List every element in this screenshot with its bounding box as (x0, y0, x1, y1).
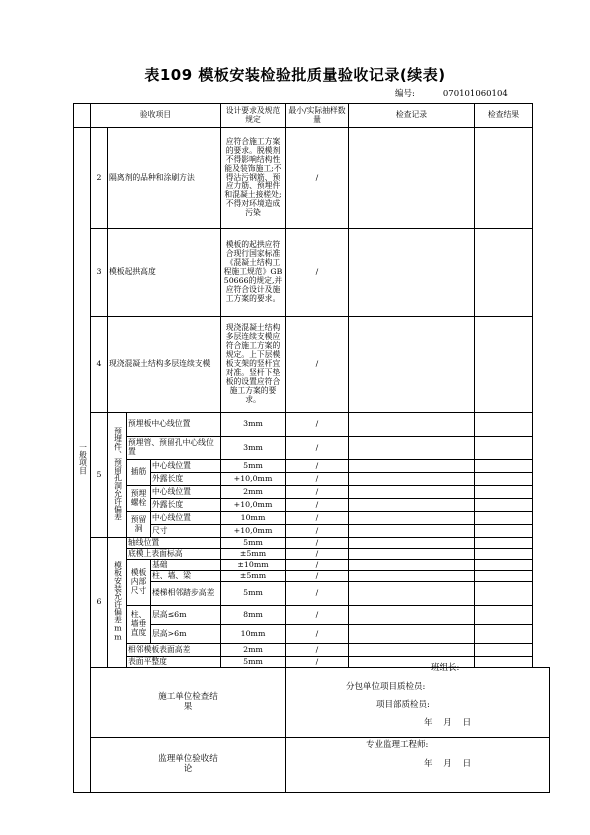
g6-item-std: 5mm (221, 538, 286, 549)
g6-item-record[interactable] (349, 549, 475, 560)
g5-item-sample: / (286, 499, 349, 512)
g5-item-sample: / (286, 525, 349, 538)
construction-label (91, 668, 286, 738)
g5-label (108, 413, 127, 538)
g6-item-result[interactable] (475, 644, 533, 657)
g5-item-result[interactable] (475, 473, 533, 486)
g5-item-result[interactable] (475, 512, 533, 525)
g6-item-record[interactable] (349, 560, 475, 571)
g6-row-3 (74, 560, 550, 571)
header-row (74, 104, 550, 128)
supervision-label (91, 738, 286, 793)
g6-item-record[interactable] (349, 625, 475, 644)
g6-item-std: ±5mm (221, 549, 286, 560)
row-3 (74, 229, 550, 317)
g6-row-6 (74, 606, 550, 625)
g5-item-result[interactable] (475, 499, 533, 512)
g6-item-record[interactable] (349, 538, 475, 549)
g6-item-sample: / (286, 625, 349, 644)
g5-item-name: 中心线位置 (151, 486, 221, 499)
g6-item-result[interactable] (475, 625, 533, 644)
g6-item-name: 层高≤6m (151, 606, 221, 625)
g5-group-bolt: 预埋螺栓 (127, 486, 151, 512)
header-result: 检查结果 (475, 104, 533, 128)
sub-inspector-label: 分包单位项目质检员: (346, 682, 426, 692)
row-2-std: 应符合施工方案的要求。脱模剂不得影响结构性能及装饰施工;不得沾污钢筋、预应力筋、预埋件和混凝土接槎处;不得对环境造成污染 (221, 128, 286, 229)
inspection-table (73, 103, 550, 793)
header-record: 检查记录 (349, 104, 475, 128)
g6-item-result[interactable] (475, 538, 533, 549)
g6-item-std: 2mm (221, 644, 286, 657)
g5-label-text: 预埋件、预留孔洞允许偏差 (113, 426, 123, 521)
g5-item-name: 外露长度 (151, 499, 221, 512)
g6-item-sample: / (286, 571, 349, 582)
page-title: 表109 模板安装检验批质量验收记录(续表) (144, 66, 446, 84)
supervision-date: 年 月 日 (424, 759, 472, 769)
g5-item-result[interactable] (475, 460, 533, 473)
g5-row-7 (74, 512, 550, 525)
document-code (395, 87, 508, 99)
g6-label (108, 538, 127, 668)
row-4-sample: / (286, 317, 349, 413)
g5-row-1 (74, 413, 550, 437)
g6-item-name: 层高>6m (151, 625, 221, 644)
g5-item-record[interactable] (349, 499, 475, 512)
g5-item-sample: / (286, 512, 349, 525)
row-2-name: 隔离剂的品种和涂刷方法 (108, 128, 221, 229)
g5-item-name: 预埋管、预留孔中心线位置 (127, 437, 221, 460)
g6-item-name: 底模上表面标高 (127, 549, 221, 560)
g5-item-record[interactable] (349, 460, 475, 473)
g5-item-std: 2mm (221, 486, 286, 499)
g6-group-inner: 模板内部尺寸 (127, 560, 151, 606)
g5-item-sample: / (286, 437, 349, 460)
g6-item-record[interactable] (349, 606, 475, 625)
g5-item-name: 预埋板中心线位置 (127, 413, 221, 437)
g5-item-name: 中心线位置 (151, 512, 221, 525)
g5-no: 5 (91, 413, 108, 538)
g5-item-std: 10mm (221, 512, 286, 525)
g5-item-record[interactable] (349, 413, 475, 437)
construction-label-text: 施工单位检查结果 (158, 691, 218, 712)
g6-row-9 (74, 657, 550, 668)
g6-item-name: 楼梯相邻踏步高差 (151, 582, 221, 606)
g6-item-name: 柱、墙、梁 (151, 571, 221, 582)
g6-item-sample: / (286, 582, 349, 606)
g6-item-result[interactable] (475, 606, 533, 625)
g6-item-std: 5mm (221, 582, 286, 606)
header-item: 验收项目 (91, 104, 221, 128)
g6-item-sample: / (286, 549, 349, 560)
dept-inspector-label: 项目部质检员: (376, 700, 430, 710)
g5-item-std: +10,0mm (221, 525, 286, 538)
row-2 (74, 128, 550, 229)
general-items-label (74, 128, 91, 793)
g5-row-2 (74, 437, 550, 460)
g5-item-record[interactable] (349, 437, 475, 460)
g6-item-sample: / (286, 538, 349, 549)
g6-item-std: ±10mm (221, 560, 286, 571)
engineer-label: 专业监理工程师: (366, 740, 429, 750)
row-4-std: 现浇混凝土结构多层连续支模应符合施工方案的规定。上下层模板支架的竖杆宜对准。竖杆下垫板的设置应符合施工方案的要求。 (221, 317, 286, 413)
g5-group-hole: 预留洞 (127, 512, 151, 538)
g6-row-1 (74, 538, 550, 549)
g6-item-sample: / (286, 606, 349, 625)
supervision-label-text: 监理单位验收结论 (158, 754, 218, 774)
g5-item-name: 中心线位置 (151, 460, 221, 473)
row-3-result[interactable] (475, 229, 533, 317)
row-2-result[interactable] (475, 128, 533, 229)
g5-item-std: 3mm (221, 413, 286, 437)
g5-item-record[interactable] (349, 486, 475, 499)
g6-item-record[interactable] (349, 571, 475, 582)
row-4-no: 4 (91, 317, 108, 413)
g5-item-sample: / (286, 486, 349, 499)
g6-item-name: 轴线位置 (127, 538, 221, 549)
row-2-sample: / (286, 128, 349, 229)
team-leader-label: 班组长: (431, 663, 460, 673)
g6-item-result[interactable] (475, 582, 533, 606)
g5-item-std: +10,0mm (221, 473, 286, 486)
g6-row-8 (74, 644, 550, 657)
code-value: 070101060104 (442, 89, 508, 99)
g5-item-record[interactable] (349, 473, 475, 486)
g6-item-result[interactable] (475, 549, 533, 560)
g6-item-std: 8mm (221, 606, 286, 625)
construction-date: 年 月 日 (424, 718, 472, 728)
g5-item-record[interactable] (349, 512, 475, 525)
g6-item-name: 表面平整度 (127, 657, 221, 668)
g6-item-record[interactable] (349, 582, 475, 606)
row-3-std: 模板的起拱应符合现行国家标准《混凝土结构工程施工规范》GB 50666的规定,并应符合设计及施工方案的要求。 (221, 229, 286, 317)
g6-row-2 (74, 549, 550, 560)
row-4-result[interactable] (475, 317, 533, 413)
row-3-no: 3 (91, 229, 108, 317)
code-label: 编号: (395, 89, 415, 99)
header-design: 设计要求及规范规定 (221, 104, 286, 128)
g5-item-result[interactable] (475, 486, 533, 499)
g6-item-std: 10mm (221, 625, 286, 644)
g5-item-result[interactable] (475, 413, 533, 437)
g6-item-name: 基础 (151, 560, 221, 571)
supervision-row (74, 738, 550, 793)
g5-item-sample: / (286, 413, 349, 437)
g5-item-sample: / (286, 460, 349, 473)
row-2-record[interactable] (349, 128, 475, 229)
g5-item-std: 3mm (221, 437, 286, 460)
row-3-record[interactable] (349, 229, 475, 317)
g5-group-rebar: 插筋 (127, 460, 151, 486)
g5-item-sample: / (286, 473, 349, 486)
g6-item-record[interactable] (349, 644, 475, 657)
g6-item-result[interactable] (475, 560, 533, 571)
g6-item-sample: / (286, 644, 349, 657)
g6-item-sample: / (286, 560, 349, 571)
row-4 (74, 317, 550, 413)
g5-row-5 (74, 486, 550, 499)
row-3-sample: / (286, 229, 349, 317)
row-2-no: 2 (91, 128, 108, 229)
row-3-name: 模板起拱高度 (108, 229, 221, 317)
g6-group-vertical: 柱、墙垂直度 (127, 606, 151, 644)
g5-item-name: 尺寸 (151, 525, 221, 538)
g5-item-name: 外露长度 (151, 473, 221, 486)
g6-item-std: 5mm (221, 657, 286, 668)
g6-item-result[interactable] (475, 657, 533, 668)
header-sample: 最小/实际抽样数量 (286, 104, 349, 128)
g6-item-sample: / (286, 657, 349, 668)
g6-item-std: ±5mm (221, 571, 286, 582)
general-label-text: 一般项目 (78, 442, 88, 475)
g6-label-text: 模板安装允许偏差mm (113, 560, 123, 642)
g6-item-name: 相邻模板表面高差 (127, 644, 221, 657)
row-4-name: 现浇混凝土结构多层连续支模 (108, 317, 221, 413)
g6-item-result[interactable] (475, 571, 533, 582)
g6-no: 6 (91, 538, 108, 668)
row-4-record[interactable] (349, 317, 475, 413)
g5-item-result[interactable] (475, 525, 533, 538)
construction-row (74, 668, 550, 738)
g5-row-3 (74, 460, 550, 473)
g5-item-std: +10,0mm (221, 499, 286, 512)
g5-item-result[interactable] (475, 437, 533, 460)
g5-item-record[interactable] (349, 525, 475, 538)
g5-item-std: 5mm (221, 460, 286, 473)
